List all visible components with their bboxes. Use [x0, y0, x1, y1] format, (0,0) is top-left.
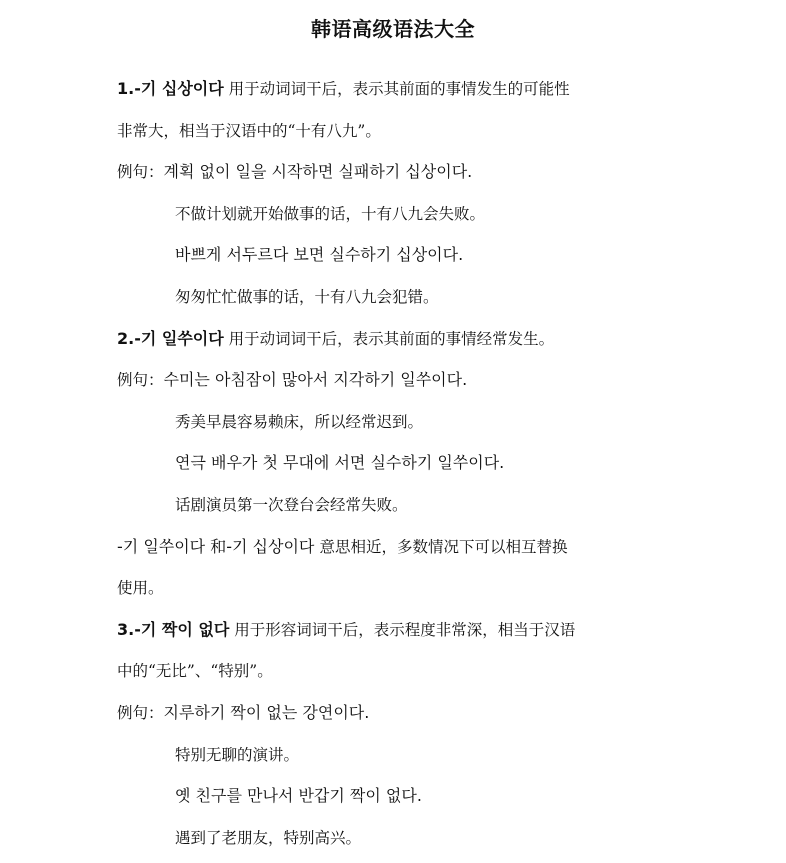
page-title: 韩语高级语法大全 — [311, 17, 475, 41]
section-2-description: 用于动词词干后，表示其前面的事情经常发生。 — [223, 330, 555, 348]
section-2-example-2-kr: 연극 배우가 첫 무대에 서면 실수하기 일쑤이다. — [175, 453, 505, 472]
example-label: 例句： — [117, 704, 164, 722]
comparison-note-kr: -기 일쑤이다 和-기 십상이다 — [117, 537, 320, 556]
comparison-note — [117, 532, 567, 562]
section-1-example-line — [117, 157, 472, 187]
section-1-example-2-kr: 바쁘게 서두르다 보면 실수하기 십상이다. — [175, 245, 464, 264]
section-1-example-1-kr: 계획 없이 일을 시작하면 실패하기 십상이다. — [163, 162, 473, 181]
example-label: 例句： — [117, 163, 164, 181]
comparison-note-cont: 使用。 — [117, 579, 164, 597]
section-3-example-2-kr: 옛 친구를 만나서 반갑기 짝이 없다. — [175, 786, 422, 805]
section-1-description-cont: 非常大，相当于汉语中的“十有八九”。 — [117, 122, 381, 140]
section-2-example-line — [117, 365, 467, 395]
section-3-example-1-kr: 지루하기 짝이 없는 강연이다. — [163, 703, 370, 722]
section-2-example-2-cn: 话剧演员第一次登台会经常失败。 — [175, 496, 408, 514]
section-3-example-1-cn: 特别无聊的演讲。 — [175, 746, 300, 764]
section-1-description: 用于动词词干后，表示其前面的事情发生的可能性 — [223, 80, 570, 98]
section-3-header-line — [117, 615, 575, 645]
example-label: 例句： — [117, 371, 164, 389]
section-2-heading: 2.-기 일쑤이다 — [117, 329, 224, 348]
section-3-description-cont: 中的“无比”、“特别”。 — [117, 662, 273, 680]
section-3-heading: 3.-기 짝이 없다 — [117, 620, 230, 639]
section-2-example-1-kr: 수미는 아침잠이 많아서 지각하기 일쑤이다. — [163, 370, 468, 389]
section-3-description: 用于形容词词干后，表示程度非常深，相当于汉语 — [229, 621, 576, 639]
section-3-example-line — [117, 698, 369, 728]
section-1-example-1-cn: 不做计划就开始做事的话，十有八九会失败。 — [175, 205, 486, 223]
section-1-header-line — [117, 74, 570, 104]
section-1-heading: 1.-기 십상이다 — [117, 79, 224, 98]
comparison-note-cn: 意思相近，多数情况下可以相互替换 — [319, 538, 568, 556]
section-2-header-line — [117, 324, 554, 354]
section-1-example-2-cn: 匆匆忙忙做事的话，十有八九会犯错。 — [175, 288, 439, 306]
section-3-example-2-cn: 遇到了老朋友，特别高兴。 — [175, 829, 362, 847]
section-2-example-1-cn: 秀美早晨容易赖床，所以经常迟到。 — [175, 413, 424, 431]
